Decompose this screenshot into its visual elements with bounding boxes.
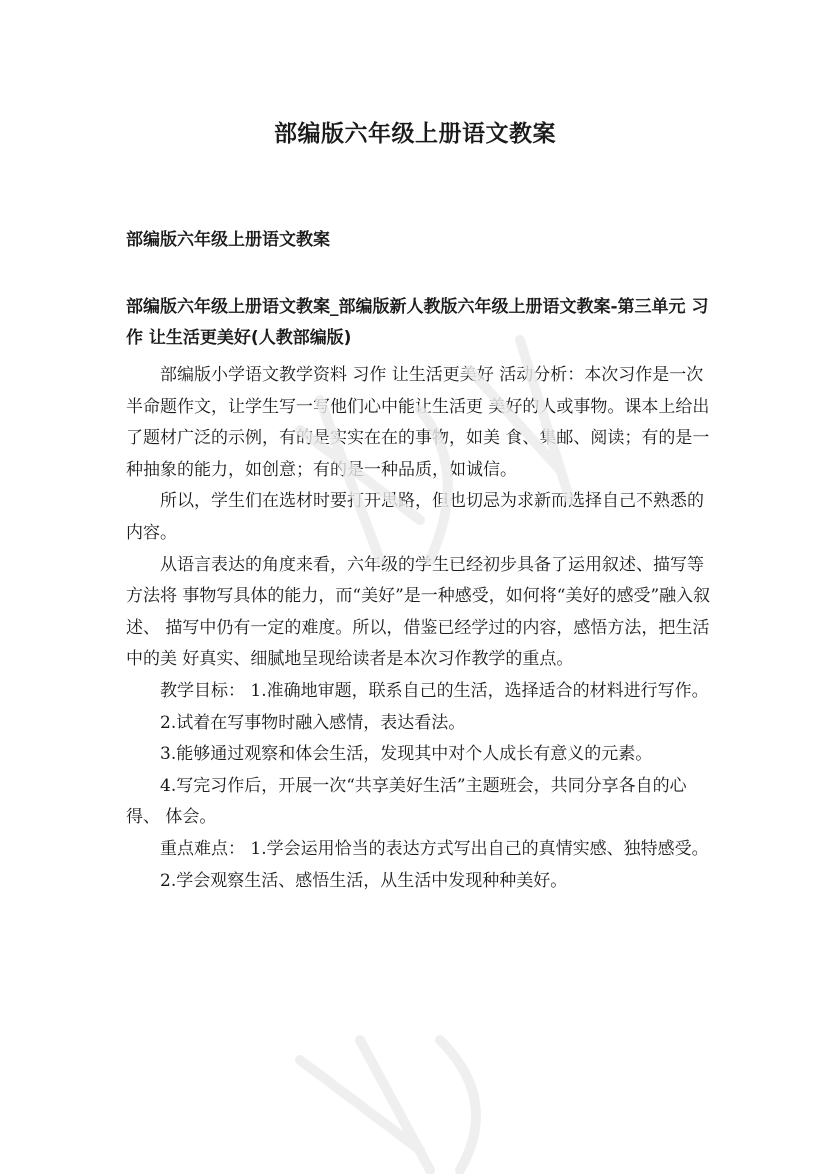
paragraph-8: 重点难点： 1.学会运用恰当的表达方式写出自己的真情实感、独特感受。	[160, 838, 709, 859]
paragraph-3: 从语言表达的角度来看，六年级的学生已经初步具备了运用叙述、描写等方法将 事物写具体的能力，而“美好”是一种感受，如何将“美好的感受”融入叙述、 描写中仍有一定的难度。所以，借鉴已经学过的内容，感悟方法，把生活中的美 好真实、细腻地呈现给读者是本次习作教学的重点。	[126, 554, 711, 670]
paragraph-9: 2.学会观察生活、感悟生活，从生活中发现种种美好。	[160, 870, 568, 891]
section-heading: 部编版六年级上册语文教案_部编版新人教版六年级上册语文教案-第三单元 习作 让生活更美好(人教部编版)	[126, 297, 709, 348]
body-text	[126, 360, 716, 897]
document-subtitle: 部编版六年级上册语文教案	[126, 230, 330, 250]
paragraph-6: 3.能够通过观察和体会生活，发现其中对个人成长有意义的元素。	[160, 744, 653, 765]
paragraph-4: 教学目标： 1.准确地审题，联系自己的生活，选择适合的材料进行写作。	[160, 680, 709, 701]
paragraph-2: 所以，学生们在选材时要打开思路，但也切忌为求新而选择自己不熟悉的内容。	[126, 491, 704, 543]
paragraph-1: 部编版小学语文教学资料 习作 让生活更美好 活动分析：本次习作是一次半命题作文，让学生写一写他们心中能让生活更 美好的人或事物。课本上给出了题材广泛的示例，有的是实实在在的事物，如美 食、集邮、阅读；有的是一种抽象的能力，如创意；有的是一种品质，如诚信。	[126, 365, 710, 480]
paragraph-5: 2.试着在写事物时融入感情，表达看法。	[160, 712, 466, 733]
document-title: 部编版六年级上册语文教案	[274, 121, 556, 147]
paragraph-7: 4.写完习作后，开展一次“共享美好生活”主题班会，共同分享各自的心得、 体会。	[126, 775, 687, 828]
